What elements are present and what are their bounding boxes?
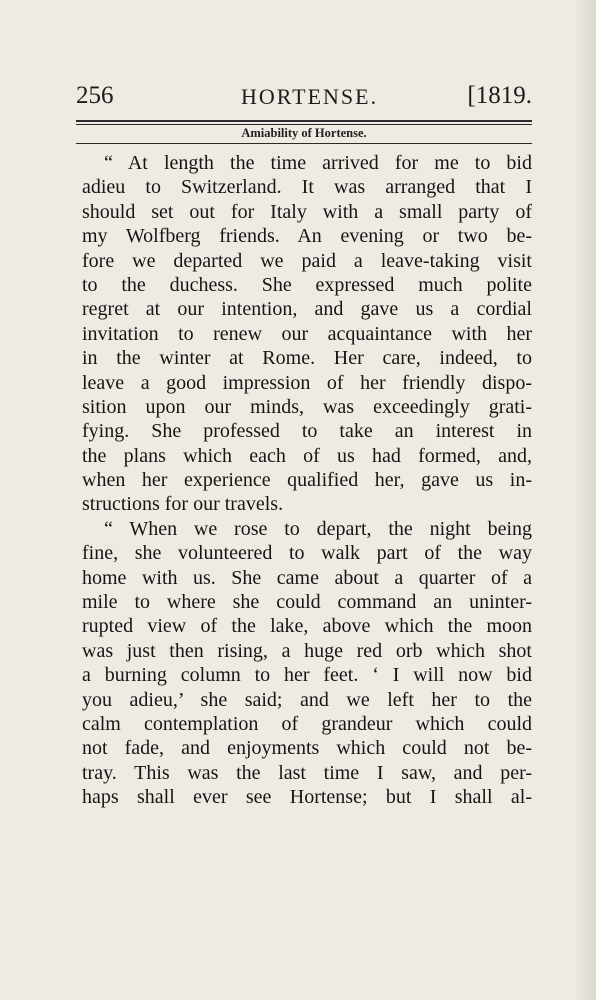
page-number: 256 [76,82,114,109]
page-edge-shadow [574,0,596,1000]
text-line: haps shall ever see Hortense; but I shall al- [82,786,532,809]
subtitle-rule [76,143,532,144]
text-line: “ At length the time arrived for me to bid [104,152,532,174]
text-line: structions for our travels. [82,493,284,516]
text-line: was just then rising, a huge red orb which shot [82,639,532,662]
text-line: should set out for Italy with a small party of [82,200,532,223]
text-line: to the duchess. She expressed much polite [82,273,532,296]
text-line: when her experience qualified her, gave us in- [82,469,532,492]
text-line: sition upon our minds, was exceedingly grati- [82,395,532,418]
text-line: “ When we rose to depart, the night being [104,517,532,540]
text-line: mile to where she could command an uninter- [82,591,532,614]
text-line: adieu to Switzerland. It was arranged that I [82,176,532,199]
text-line: leave a good impression of her friendly dispo- [82,371,532,394]
text-line: fine, she volunteered to walk part of the way [82,542,532,565]
text-line: tray. This was the last time I saw, and per- [82,761,532,784]
running-title: HORTENSE. [241,84,379,109]
text-line: in the winter at Rome. Her care, indeed, to [82,347,532,370]
text-line: regret at our intention, and gave us a cordial [82,298,532,321]
paragraph-2 [82,517,532,810]
text-line: my Wolfberg friends. An evening or two be- [82,225,532,248]
body-text [82,151,532,810]
text-line: fying. She professed to take an interest in [82,420,532,443]
text-line: fore we departed we paid a leave-taking visit [82,249,532,272]
text-line: home with us. She came about a quarter of a [82,566,532,589]
running-year: [1819. [467,82,532,109]
text-line: you adieu,’ she said; and we left her to the [82,688,532,711]
text-line: invitation to renew our acquaintance with her [82,322,532,345]
text-line: not fade, and enjoyments which could not be- [82,737,532,760]
running-head [76,82,532,116]
text-line: a burning column to her feet. ‘ I will now bid [82,664,532,687]
text-line: calm contemplation of grandeur which could [82,712,532,735]
section-subtitle: Amiability of Hortense. [241,126,367,140]
text-line: rupted view of the lake, above which the moon [82,615,532,638]
header-rule-thick [76,120,532,122]
paragraph-1 [82,151,532,517]
text-line: the plans which each of us had formed, and, [82,444,532,467]
